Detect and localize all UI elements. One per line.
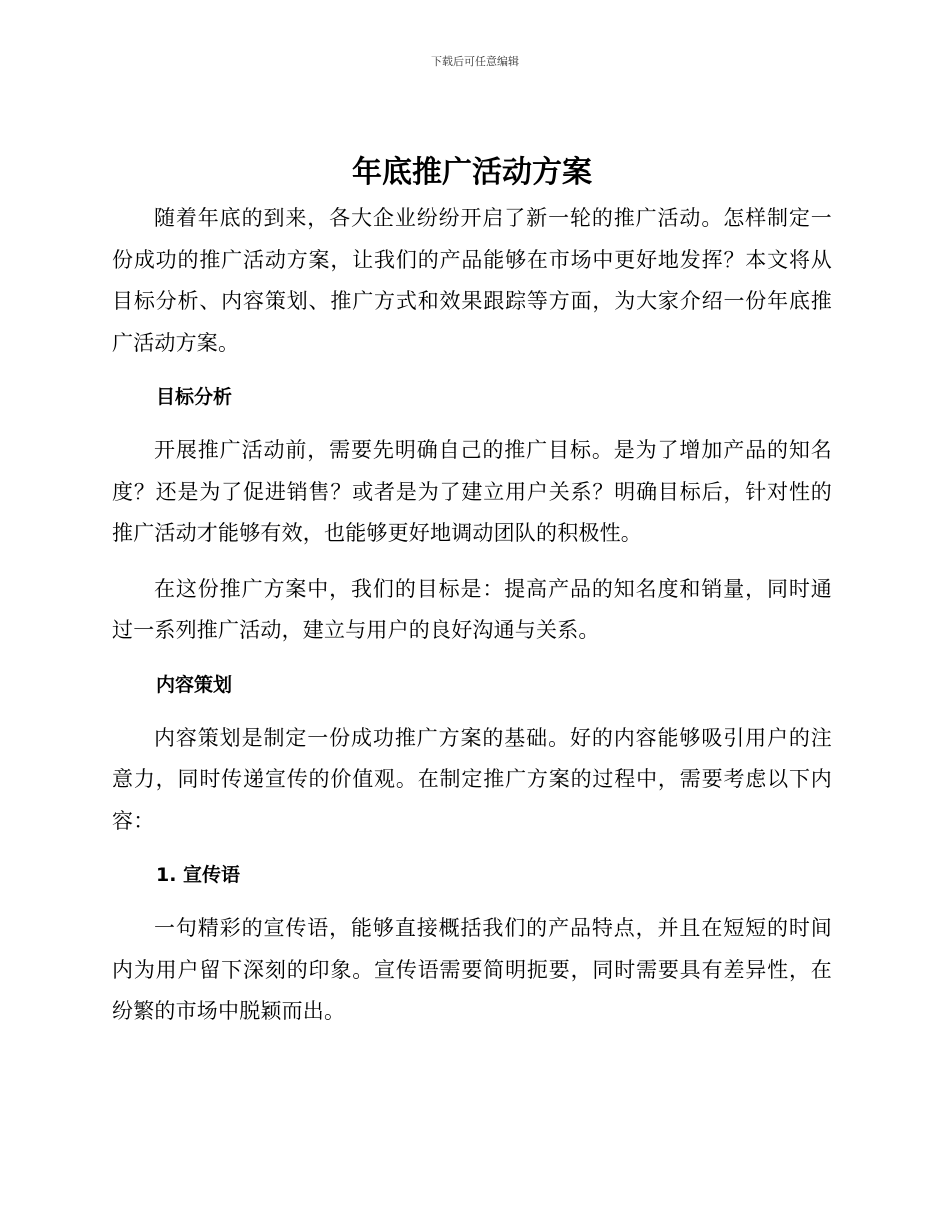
section-heading-slogan: 1. 宣传语 xyxy=(156,864,241,886)
section-heading-goal-analysis: 目标分析 xyxy=(156,386,233,408)
section-heading-content-planning: 内容策划 xyxy=(156,673,233,696)
document-body xyxy=(112,148,832,1033)
page-header-note: 下载后可任意编辑 xyxy=(431,55,519,68)
content-planning-paragraph: 内容策划是制定一份成功推广方案的基础。好的内容能够吸引用户的注意力，同时传递宣传的价值观。在制定推广方案的过程中，需要考虑以下内容： xyxy=(112,725,832,833)
goal-analysis-paragraph-1: 开展推广活动前，需要先明确自己的推广目标。是为了增加产品的知名度？还是为了促进销售？或者是为了建立用户关系？明确目标后，针对性的推广活动才能够有效，也能够更好地调动团队的积极性。 xyxy=(112,438,832,545)
slogan-paragraph: 一句精彩的宣传语，能够直接概括我们的产品特点，并且在短短的时间内为用户留下深刻的印象。宣传语需要简明扼要，同时需要具有差异性，在纷繁的市场中脱颖而出。 xyxy=(112,916,832,1023)
document-title: 年底推广活动方案 xyxy=(352,155,592,190)
goal-analysis-paragraph-2: 在这份推广方案中，我们的目标是：提高产品的知名度和销量，同时通过一系列推广活动，建立与用户的良好沟通与关系。 xyxy=(112,576,832,642)
intro-paragraph: 随着年底的到来，各大企业纷纷开启了新一轮的推广活动。怎样制定一份成功的推广活动方案，让我们的产品能够在市场中更好地发挥？本文将从目标分析、内容策划、推广方式和效果跟踪等方面，为大家介绍一份年底推广活动方案。 xyxy=(112,206,832,355)
